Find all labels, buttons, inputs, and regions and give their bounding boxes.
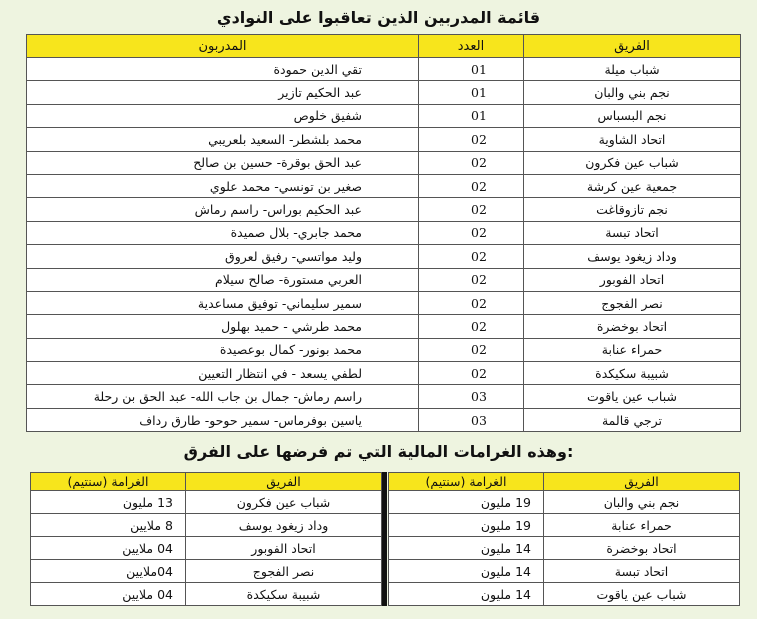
fine-cell: 04 ملايين bbox=[31, 537, 186, 560]
table-row bbox=[389, 537, 740, 560]
coaches-cell: عبد الحق بوقرة- حسين بن صالح bbox=[27, 151, 419, 174]
team-cell: حمراء عنابة bbox=[544, 514, 740, 537]
team-cell: نجم تازوقاغت bbox=[524, 198, 741, 221]
count-cell: 02 bbox=[419, 338, 524, 361]
count-cell: 02 bbox=[419, 362, 524, 385]
team-cell: شباب عين ياقوت bbox=[544, 583, 740, 606]
header-fine: الغرامة (سنتيم) bbox=[389, 473, 544, 491]
coaches-cell: عبد الحكيم بوراس- راسم رماش bbox=[27, 198, 419, 221]
coaches-cell: محمد جابري- بلال صميدة bbox=[27, 221, 419, 244]
fine-cell: 04 ملايين bbox=[31, 583, 186, 606]
count-cell: 02 bbox=[419, 198, 524, 221]
header-coaches: المدربون bbox=[27, 35, 419, 58]
coaches-cell: وليد مواتسي- رفيق لعروق bbox=[27, 245, 419, 268]
table-row bbox=[389, 491, 740, 514]
coaches-cell: العربي مستورة- صالح سيلام bbox=[27, 268, 419, 291]
table-row bbox=[27, 174, 741, 197]
coaches-cell: راسم رماش- جمال بن جاب الله- عبد الحق بن رحلة bbox=[27, 385, 419, 408]
table-row bbox=[31, 560, 382, 583]
fines-title: وهذه الغرامات المالية التي تم فرضها على الفرق: bbox=[183, 442, 574, 461]
coaches-cell: لطفي يسعد - في انتظار التعيين bbox=[27, 362, 419, 385]
fine-cell: 19 مليون bbox=[389, 514, 544, 537]
coaches-cell: تقي الدين حمودة bbox=[27, 58, 419, 81]
coaches-cell: صغير بن تونسي- محمد علوي bbox=[27, 174, 419, 197]
fines-table-right bbox=[388, 472, 740, 606]
fine-cell: 14 مليون bbox=[389, 537, 544, 560]
fine-cell: 14 مليون bbox=[389, 560, 544, 583]
coaches-cell: سمير سليماني- توفيق مساعدية bbox=[27, 291, 419, 314]
team-cell: ترجي قالمة bbox=[524, 408, 741, 431]
fine-cell: 8 ملايين bbox=[31, 514, 186, 537]
team-cell: وداد زيغود يوسف bbox=[186, 514, 382, 537]
fine-cell: 13 مليون bbox=[31, 491, 186, 514]
count-cell: 02 bbox=[419, 174, 524, 197]
fines-left-header bbox=[31, 473, 382, 491]
table-row bbox=[27, 408, 741, 431]
coaches-table-header bbox=[27, 35, 741, 58]
table-row bbox=[27, 362, 741, 385]
team-cell: اتحاد الشاوية bbox=[524, 128, 741, 151]
team-cell: شبيبة سكيكدة bbox=[186, 583, 382, 606]
count-cell: 03 bbox=[419, 408, 524, 431]
coaches-table bbox=[26, 34, 741, 432]
table-row bbox=[27, 81, 741, 104]
header-count: العدد bbox=[419, 35, 524, 58]
team-cell: نصر الفجوج bbox=[186, 560, 382, 583]
count-cell: 02 bbox=[419, 315, 524, 338]
team-cell: اتحاد تبسة bbox=[524, 221, 741, 244]
table-row bbox=[31, 514, 382, 537]
table-row bbox=[27, 315, 741, 338]
table-row bbox=[389, 583, 740, 606]
team-cell: اتحاد تبسة bbox=[544, 560, 740, 583]
table-row bbox=[27, 221, 741, 244]
count-cell: 02 bbox=[419, 221, 524, 244]
table-row bbox=[27, 268, 741, 291]
table-row bbox=[27, 291, 741, 314]
header-fine: الغرامة (سنتيم) bbox=[31, 473, 186, 491]
fine-cell: 14 مليون bbox=[389, 583, 544, 606]
coaches-cell: شفيق خلوص bbox=[27, 104, 419, 127]
team-cell: جمعية عين كرشة bbox=[524, 174, 741, 197]
table-row bbox=[389, 514, 740, 537]
count-cell: 02 bbox=[419, 291, 524, 314]
team-cell: نجم بني والبان bbox=[524, 81, 741, 104]
team-cell: نجم البسباس bbox=[524, 104, 741, 127]
table-row bbox=[31, 583, 382, 606]
count-cell: 03 bbox=[419, 385, 524, 408]
fines-table-left bbox=[30, 472, 382, 606]
fine-cell: 04ملايين bbox=[31, 560, 186, 583]
team-cell: شبيبة سكيكدة bbox=[524, 362, 741, 385]
table-row bbox=[27, 245, 741, 268]
team-cell: اتحاد الفوبور bbox=[186, 537, 382, 560]
table-row bbox=[31, 537, 382, 560]
coaches-cell: محمد بلشطر- السعيد بلعريبي bbox=[27, 128, 419, 151]
team-cell: شباب عين فكرون bbox=[186, 491, 382, 514]
table-row bbox=[27, 104, 741, 127]
count-cell: 02 bbox=[419, 245, 524, 268]
coaches-cell: محمد بونور- كمال بوعصيدة bbox=[27, 338, 419, 361]
team-cell: نصر الفجوج bbox=[524, 291, 741, 314]
table-row bbox=[27, 128, 741, 151]
coaches-cell: محمد طرشي - حميد بهلول bbox=[27, 315, 419, 338]
count-cell: 02 bbox=[419, 151, 524, 174]
fines-right-header bbox=[389, 473, 740, 491]
count-cell: 01 bbox=[419, 58, 524, 81]
table-row bbox=[27, 198, 741, 221]
table-row bbox=[31, 491, 382, 514]
team-cell: نجم بني والبان bbox=[544, 491, 740, 514]
count-cell: 02 bbox=[419, 268, 524, 291]
team-cell: شباب عين ياقوت bbox=[524, 385, 741, 408]
table-row bbox=[27, 338, 741, 361]
team-cell: شباب عين فكرون bbox=[524, 151, 741, 174]
team-cell: وداد زيغود يوسف bbox=[524, 245, 741, 268]
page-title: قائمة المدربين الذين تعاقبوا على النوادي bbox=[216, 8, 541, 27]
table-row bbox=[27, 385, 741, 408]
header-team: الفريق bbox=[186, 473, 382, 491]
header-team: الفريق bbox=[544, 473, 740, 491]
fines-left-body bbox=[31, 491, 382, 606]
header-team: الفريق bbox=[524, 35, 741, 58]
count-cell: 02 bbox=[419, 128, 524, 151]
table-row bbox=[389, 560, 740, 583]
fines-right-body bbox=[389, 491, 740, 606]
coaches-cell: عبد الحكيم تازير bbox=[27, 81, 419, 104]
table-row bbox=[27, 151, 741, 174]
count-cell: 01 bbox=[419, 104, 524, 127]
count-cell: 01 bbox=[419, 81, 524, 104]
team-cell: اتحاد بوخضرة bbox=[544, 537, 740, 560]
coaches-table-body bbox=[27, 58, 741, 432]
table-row bbox=[27, 58, 741, 81]
team-cell: اتحاد بوخضرة bbox=[524, 315, 741, 338]
team-cell: حمراء عنابة bbox=[524, 338, 741, 361]
team-cell: شباب ميلة bbox=[524, 58, 741, 81]
team-cell: اتحاد الفوبور bbox=[524, 268, 741, 291]
coaches-cell: ياسين بوفرماس- سمير حوحو- طارق رداف bbox=[27, 408, 419, 431]
fine-cell: 19 مليون bbox=[389, 491, 544, 514]
